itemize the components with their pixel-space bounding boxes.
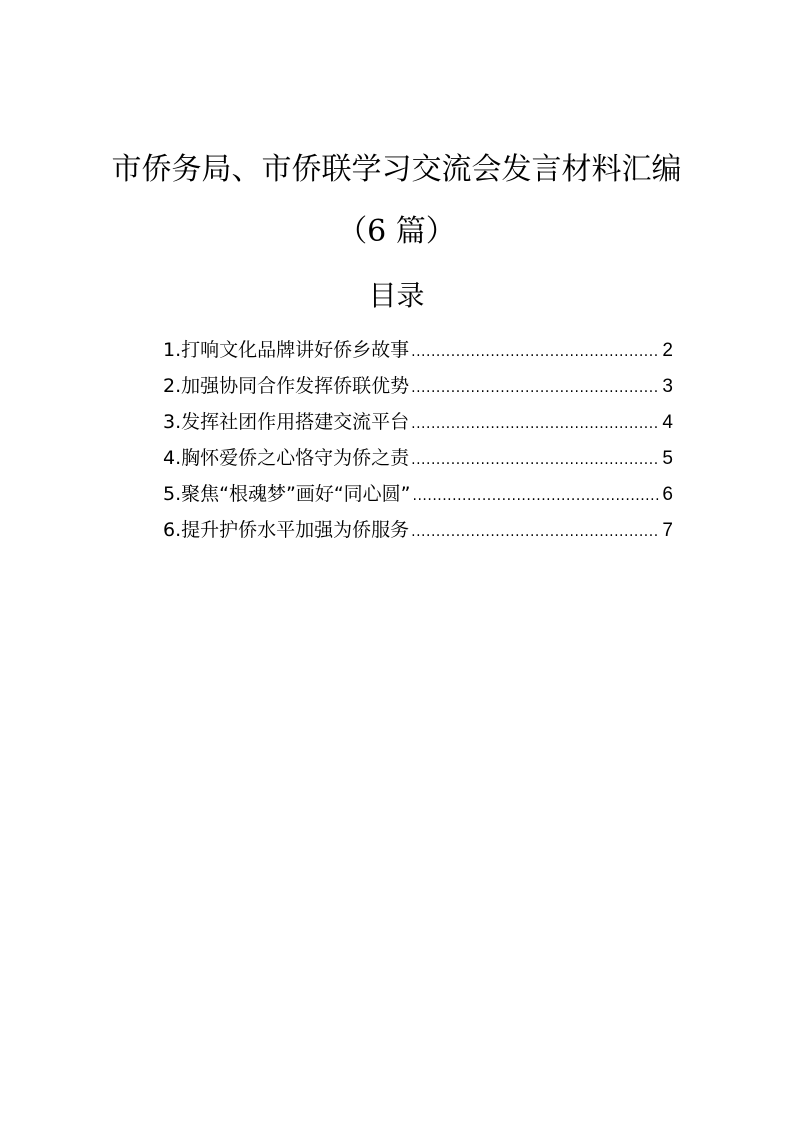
toc-entry-page: 3	[662, 376, 673, 397]
toc-entry[interactable]	[163, 445, 673, 481]
toc-entry-title: 1.打响文化品牌讲好侨乡故事	[163, 339, 410, 361]
document-subtitle: （6 篇）	[337, 214, 456, 249]
toc-entry-title: 2.加强协同合作发挥侨联优势	[163, 375, 410, 397]
toc-entry[interactable]	[163, 337, 673, 373]
toc-dot-leader	[411, 447, 660, 473]
toc-entry-title: 6.提升护侨水平加强为侨服务	[163, 519, 410, 541]
toc-dot-leader	[411, 339, 660, 365]
document-title: 市侨务局、市侨联学习交流会发言材料汇编	[111, 152, 682, 187]
toc-entry-page: 5	[662, 448, 673, 469]
toc-entry-title: 4.胸怀爱侨之心恪守为侨之责	[163, 447, 410, 469]
table-of-contents	[163, 337, 673, 553]
toc-entry-page: 4	[662, 412, 673, 433]
toc-entry-page: 6	[662, 484, 673, 505]
toc-dot-leader	[411, 411, 660, 437]
toc-dot-leader	[411, 375, 660, 401]
toc-entry[interactable]	[163, 409, 673, 445]
toc-entry-title: 3.发挥社团作用搭建交流平台	[163, 411, 410, 433]
toc-entry[interactable]	[163, 517, 673, 553]
toc-entry-title: 5.聚焦“根魂梦”画好“同心圆”	[163, 483, 411, 505]
toc-dot-leader	[411, 519, 660, 545]
toc-heading: 目录	[368, 279, 425, 312]
toc-dot-leader	[413, 483, 661, 509]
toc-entry[interactable]	[163, 481, 673, 517]
toc-entry-page: 2	[662, 340, 673, 361]
toc-entry-page: 7	[662, 520, 673, 541]
toc-entry[interactable]	[163, 373, 673, 409]
